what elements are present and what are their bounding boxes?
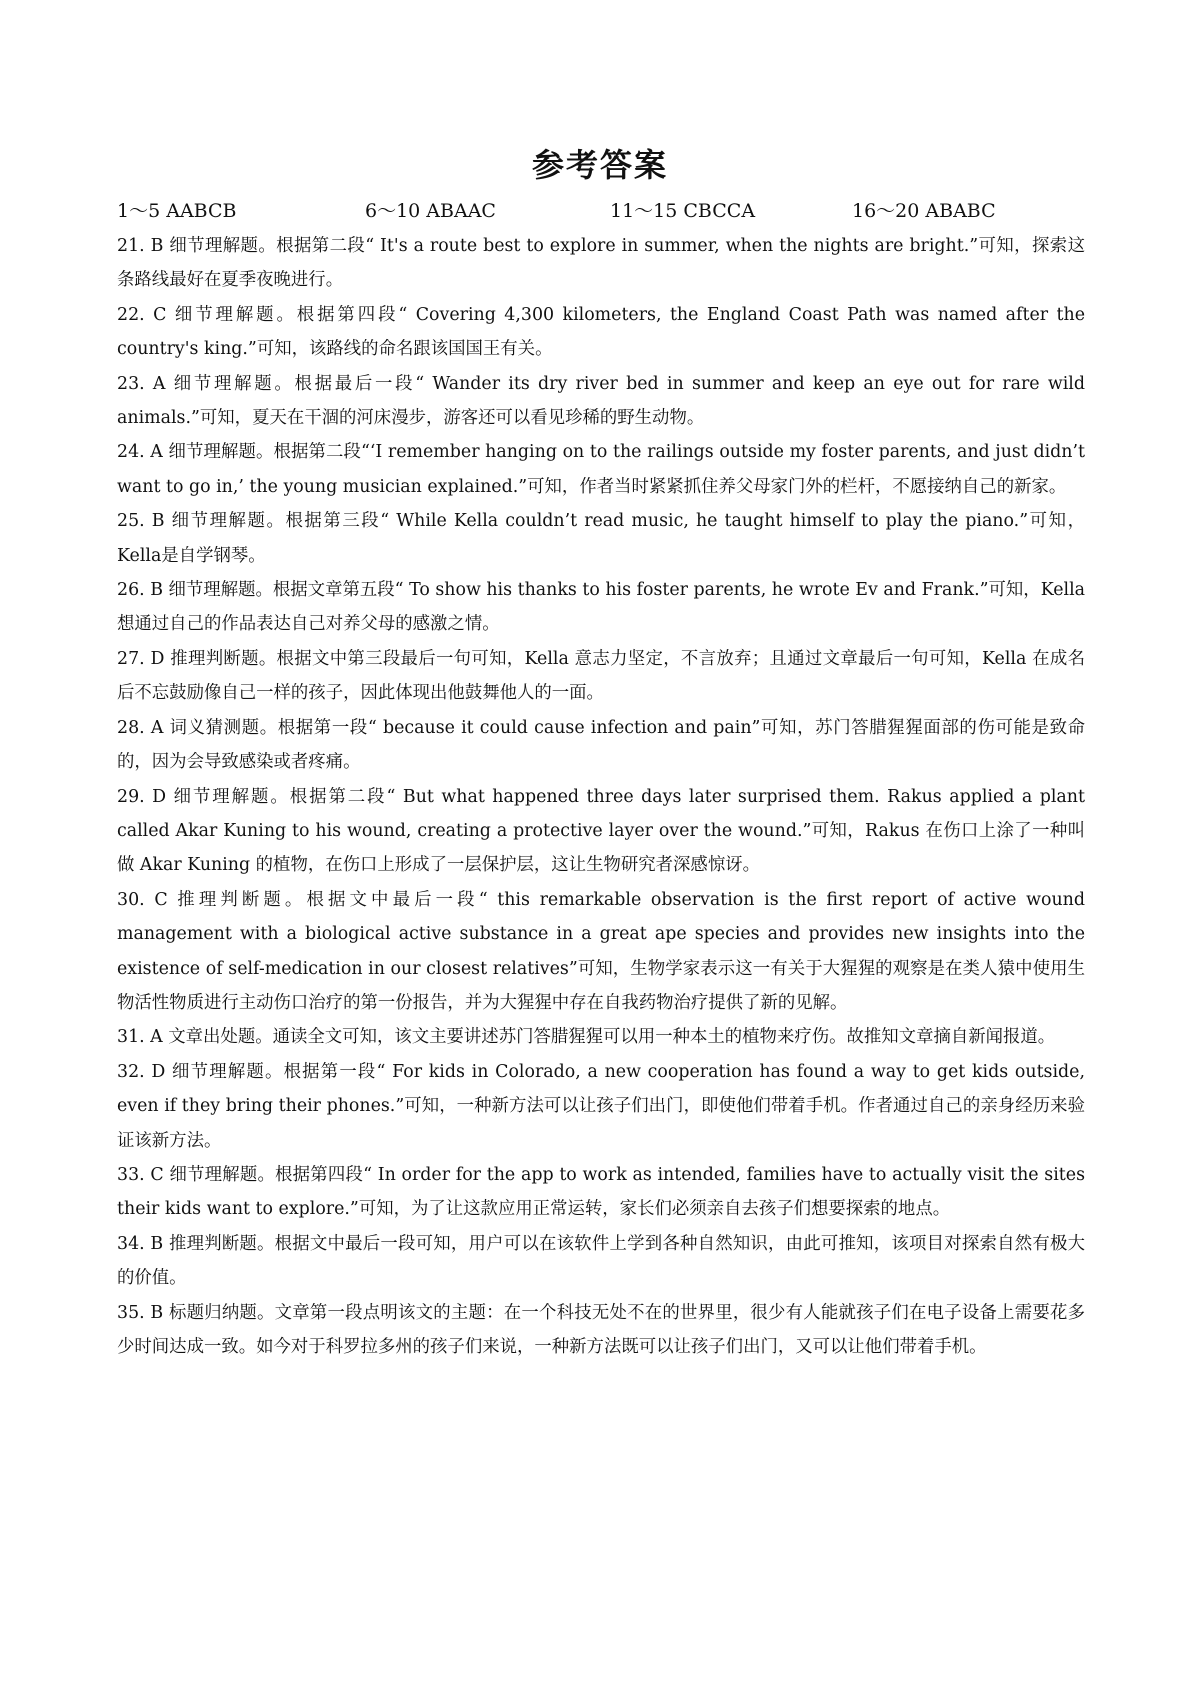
page-title: 参考答案	[531, 146, 668, 184]
answer-23: 23. A 细节理解题。根据最后一段“ Wander its dry river bed in summer and keep an eye out for rare wild animals.”可知，夏天在干涸的河床漫步，游客还可以看见珍稀的野生动物。	[117, 373, 1085, 429]
answer-30: 30. C 推理判断题。根据文中最后一段“ this remarkable observation is the first report of active wound management with a biological active substance in a great ape species and provides new insights into the existence of self-medication in our closest relatives”可知，生物学家表示这一有关于大猩猩的观察是在类人猿中使用生物活性物质进行主动伤口治疗的第一份报告，并为大猩猩中存在自我药物治疗提供了新的见解。	[117, 889, 1085, 1013]
answer-34: 34. B 推理判断题。根据文中最后一段可知，用户可以在该软件上学到各种自然知识，由此可推知，该项目对探索自然有极大的价值。	[117, 1233, 1085, 1289]
answer-24: 24. A 细节理解题。根据第二段“‘I remember hanging on to the railings outside my foster parents, and just didn’t want to go in,’ the young musician explained.”可知，作者当时紧紧抓住养父母家门外的栏杆，不愿接纳自己的新家。	[117, 442, 1085, 497]
answer-32: 32. D 细节理解题。根据第一段“ For kids in Colorado, a new cooperation has found a way to get kids outside, even if they bring their phones.”可知，一种新方法可以让孩子们出门，即使他们带着手机。作者通过自己的亲身经历来验证该新方法。	[117, 1061, 1085, 1151]
summary-group-16-20: 16～20 ABABC	[852, 200, 996, 222]
answer-21: 21. B 细节理解题。根据第二段“ It's a route best to explore in summer, when the nights are bright.”可知，探索这条路线最好在夏季夜晚进行。	[117, 236, 1085, 291]
summary-group-11-15: 11～15 CBCCA	[610, 200, 756, 222]
answer-35: 35. B 标题归纳题。文章第一段点明该文的主题：在一个科技无处不在的世界里，很少有人能就孩子们在电子设备上需要花多少时间达成一致。如今对于科罗拉多州的孩子们来说，一种新方法既可以让孩子们出门，又可以让他们带着手机。	[117, 1302, 1085, 1357]
answer-explanations	[117, 229, 1085, 1364]
answer-27: 27. D 推理判断题。根据文中第三段最后一句可知，Kella 意志力坚定，不言放弃；且通过文章最后一句可知，Kella 在成名后不忘鼓励像自己一样的孩子，因此体现出他鼓舞他人的一面。	[117, 648, 1085, 704]
choice-answer-summary	[117, 196, 1077, 224]
summary-group-1-5: 1～5 AABCB	[117, 200, 237, 222]
answer-26: 26. B 细节理解题。根据文章第五段“ To show his thanks to his foster parents, he wrote Ev and Frank.”可知，Kella想通过自己的作品表达自己对养父母的感激之情。	[117, 580, 1085, 635]
answer-31: 31. A 文章出处题。通读全文可知，该文主要讲述苏门答腊猩猩可以用一种本土的植物来疗伤。故推知文章摘自新闻报道。	[117, 1027, 1056, 1048]
answer-28: 28. A 词义猜测题。根据第一段“ because it could cause infection and pain”可知，苏门答腊猩猩面部的伤可能是致命的，因为会导致感染或者疼痛。	[117, 717, 1085, 773]
summary-group-6-10: 6～10 ABAAC	[365, 200, 496, 222]
answer-29: 29. D 细节理解题。根据第二段“ But what happened three days later surprised them. Rakus applied a plant called Akar Kuning to his wound, creating a protective layer over the wound.”可知，Rakus 在伤口上涂了一种叫做 Akar Kuning 的植物，在伤口上形成了一层保护层，这让生物研究者深感惊讶。	[117, 786, 1085, 876]
answer-33: 33. C 细节理解题。根据第四段“ In order for the app to work as intended, families have to actually visit the sites their kids want to explore.”可知，为了让这款应用正常运转，家长们必须亲自去孩子们想要探索的地点。	[117, 1164, 1085, 1220]
answer-25: 25. B 细节理解题。根据第三段“ While Kella couldn’t read music, he taught himself to play the piano.”可知，Kella是自学钢琴。	[117, 511, 1085, 566]
answer-22: 22. C 细节理解题。根据第四段“ Covering 4,300 kilometers, the England Coast Path was named after the country's king.”可知，该路线的命名跟该国国王有关。	[117, 304, 1085, 360]
